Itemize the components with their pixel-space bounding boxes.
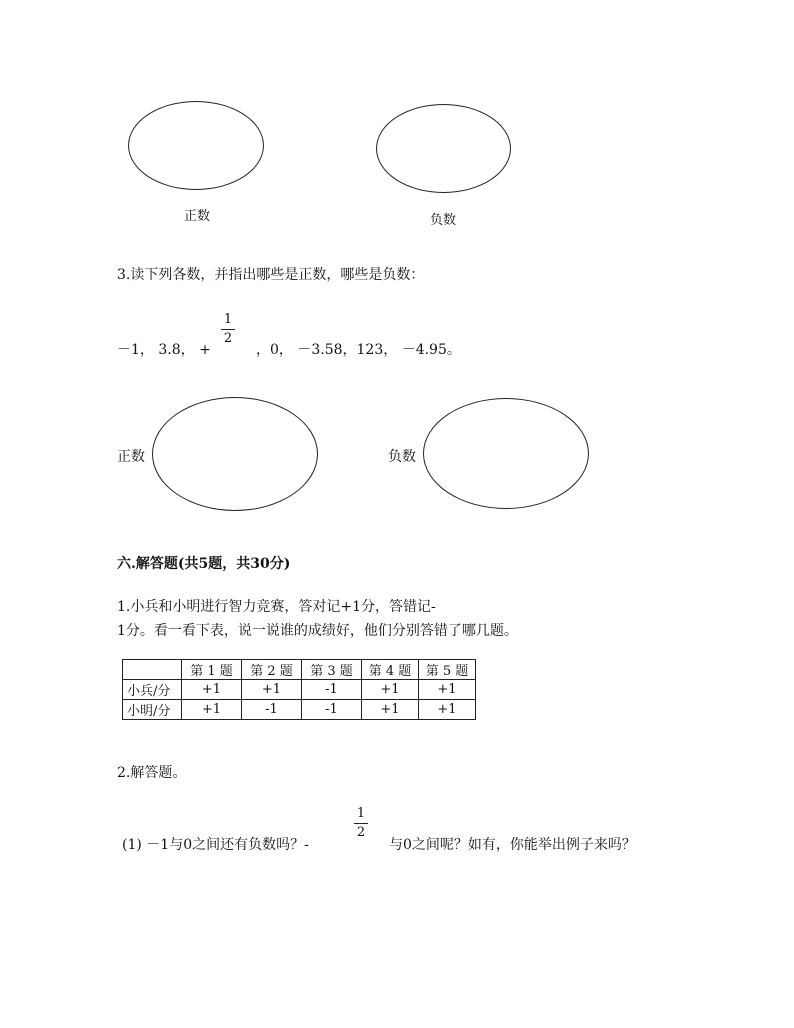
row-name-cell: 小兵/分 (123, 680, 182, 700)
question-2-sub1-after: 与0之间呢？如有，你能举出例子来吗？ (389, 837, 636, 853)
table-row (123, 700, 476, 720)
positive-label: 正数 (117, 449, 145, 465)
score-table (122, 659, 476, 720)
fraction-half-q3 (221, 312, 235, 347)
header-cell: 第 3 题 (302, 660, 362, 680)
header-cell: 第 5 题 (419, 660, 476, 680)
question-1-line-2: 1分。看一看下表，说一说谁的成绩好，他们分别答错了哪几题。 (117, 623, 518, 639)
positive-label-top: 正数 (184, 209, 211, 224)
fraction-numerator: 1 (356, 806, 366, 821)
question-3-prompt: 3.读下列各数，并指出哪些是正数，哪些是负数： (117, 267, 425, 283)
section-6-heading: 六.解答题(共5题，共30分) (117, 556, 291, 572)
positive-oval-top (128, 101, 264, 190)
table-row (123, 680, 476, 700)
score-cell: +1 (419, 700, 476, 720)
fraction-bar (354, 823, 368, 824)
row-name-cell: 小明/分 (123, 700, 182, 720)
question-1-line-1: 1.小兵和小明进行智力竞赛，答对记+1分，答错记- (117, 599, 436, 615)
score-cell: -1 (242, 700, 302, 720)
question-2-sub1-before: (1) －1与0之间还有负数吗？- (122, 837, 309, 853)
score-cell: -1 (302, 700, 362, 720)
fraction-denominator: 2 (356, 825, 366, 840)
negative-label: 负数 (388, 449, 416, 465)
question-3-numbers-before: －1， 3.8， + (117, 342, 211, 358)
question-2-title: 2.解答题。 (117, 765, 187, 781)
header-cell: 第 2 题 (242, 660, 302, 680)
negative-label-top: 负数 (430, 213, 457, 228)
score-cell: +1 (419, 680, 476, 700)
header-cell: 第 4 题 (362, 660, 419, 680)
header-blank-cell (123, 660, 182, 680)
score-cell: +1 (182, 680, 242, 700)
score-cell: -1 (302, 680, 362, 700)
fraction-half-q2 (354, 806, 368, 841)
score-cell: +1 (242, 680, 302, 700)
negative-oval-top (376, 104, 511, 193)
fraction-numerator: 1 (223, 312, 233, 327)
fraction-denominator: 2 (223, 331, 233, 346)
question-3-numbers-after: ，0， －3.58，123， －4.95。 (256, 342, 461, 358)
fraction-bar (221, 329, 235, 330)
score-cell: +1 (362, 700, 419, 720)
header-cell: 第 1 题 (182, 660, 242, 680)
table-header-row (123, 660, 476, 680)
negative-oval (423, 398, 589, 509)
score-cell: +1 (362, 680, 419, 700)
score-cell: +1 (182, 700, 242, 720)
positive-oval (152, 397, 318, 511)
